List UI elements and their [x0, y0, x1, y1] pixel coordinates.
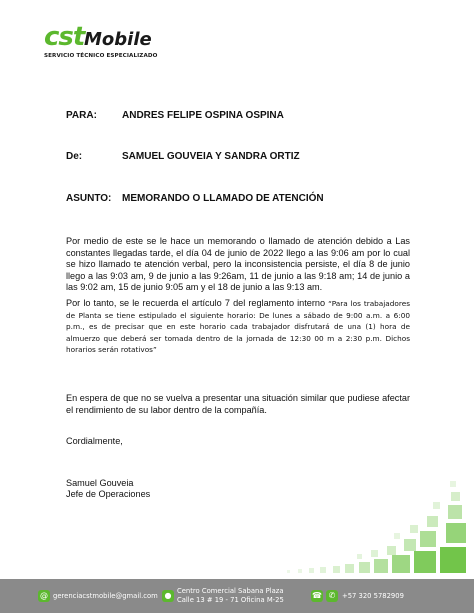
deco-square [333, 566, 340, 573]
footer-address-line2: Calle 13 # 19 - 71 Oficina M-25 [177, 596, 284, 604]
deco-square [420, 531, 436, 547]
sender-label: De: [66, 151, 83, 162]
recipient-label: PARA: [66, 110, 97, 121]
deco-square [392, 555, 410, 573]
logo-mark: cst [44, 22, 85, 52]
footer-address-line1: Centro Comercial Sabana Plaza [177, 587, 284, 595]
body-paragraph-2 [66, 298, 410, 356]
company-logo [44, 24, 164, 60]
regulation-quote: “Para los trabajadores de Planta se tiene estipulado el siguiente horario: De lunes a sábado de 9:00 a.m. a 6:00 p.m., es de precisar que en este horario cada trabajador disfrutará de una (1) hora de almuerzo que deberá ser tomada dentro de la jornada de 12:30 00 m a 2:30 p.m. Dichos horarios serán rotativos” [66, 299, 411, 355]
whatsapp-icon: ✆ [326, 590, 338, 602]
deco-square [387, 546, 396, 555]
recipient-name: ANDRES FELIPE OSPINA OSPINA [122, 110, 284, 121]
email-icon: @ [40, 591, 48, 600]
signature-title: Jefe de Operaciones [66, 489, 151, 499]
deco-square [404, 539, 416, 551]
closing-salutation: Cordialmente, [66, 436, 123, 446]
deco-square [446, 523, 466, 543]
location-pin-icon: ● [162, 590, 174, 602]
deco-square [320, 567, 326, 573]
deco-square [374, 559, 388, 573]
subject-text: MEMORANDO O LLAMADO DE ATENCIÓN [122, 193, 324, 204]
deco-square [450, 481, 456, 487]
deco-square [427, 516, 438, 527]
footer-email[interactable]: gerenciacstmobile@gmail.com [53, 592, 158, 600]
body-paragraph-3: En espera de que no se vuelva a presentar una situación similar que pudiese afectar el rendimiento de su labor dentro de la compañía. [66, 393, 410, 415]
deco-square [345, 564, 354, 573]
deco-square [394, 533, 400, 539]
deco-square [440, 547, 466, 573]
paragraph-2-intro: Por lo tanto, se le recuerda el artículo 7 del reglamento interno [66, 298, 329, 308]
deco-square [298, 569, 302, 573]
subject-label: ASUNTO: [66, 193, 112, 204]
logo-wordmark: Mobile [84, 29, 152, 50]
deco-square [448, 505, 462, 519]
deco-square [287, 570, 290, 573]
phone-icon: ☎ [312, 591, 322, 600]
deco-square [359, 562, 370, 573]
deco-square [371, 550, 378, 557]
deco-square [357, 554, 362, 559]
footer-bar [0, 579, 474, 613]
deco-square [410, 525, 418, 533]
logo-tagline: SERVICIO TÉCNICO ESPECIALIZADO [44, 53, 158, 59]
footer-phone[interactable]: +57 320 5782909 [342, 592, 404, 600]
body-paragraph-1: Por medio de este se le hace un memorando o llamado de atención debido a Las constantes llegadas tarde, el día 04 de junio de 2022 llego a las 9:06 am por lo cual se hizo llamado te atención verbal, pero la inconsistencia persiste, el día 8 de junio llego a las 9:03 am, 9 de junio a las 9:26am, 11 de junio a las 9:18 am; 14 de junio a las 9:02 am, 15 de junio 9:05 am y el 18 de junio a las 9:13 am. [66, 236, 410, 293]
signature-name: Samuel Gouveia [66, 478, 134, 488]
deco-square [414, 551, 436, 573]
deco-square [451, 492, 460, 501]
sender-names: SAMUEL GOUVEIA Y SANDRA ORTIZ [122, 151, 300, 162]
deco-square [309, 568, 314, 573]
deco-square [433, 502, 440, 509]
